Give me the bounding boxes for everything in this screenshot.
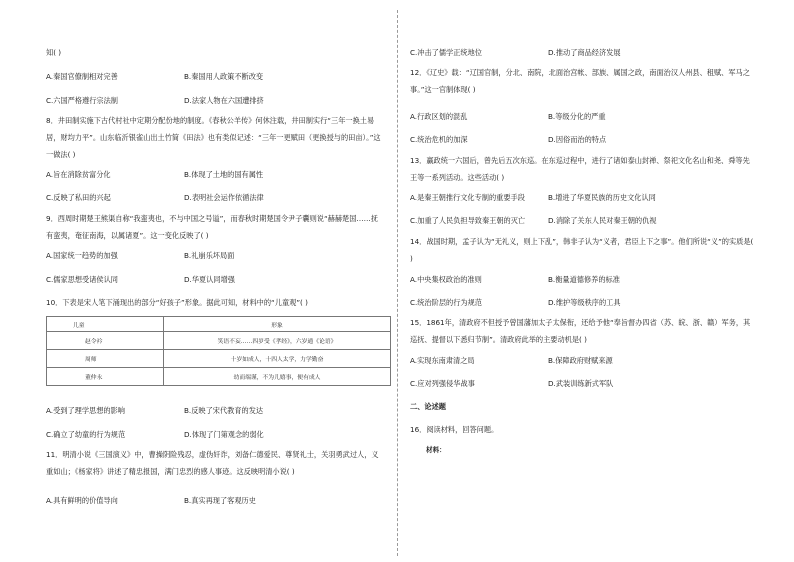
q12-option-a: A.行政区划的混乱 bbox=[410, 112, 468, 121]
q13-option-d: D.消除了关东人民对秦王朝的仇视 bbox=[548, 216, 657, 225]
q12-option-c: C.统治危机的加深 bbox=[410, 135, 468, 144]
q11-option-c: C.冲击了儒学正统地位 bbox=[410, 48, 482, 57]
q13-option-a: A.是秦王朝推行文化专制的重要手段 bbox=[410, 193, 525, 202]
q12-option-b: B.等级分化的严重 bbox=[548, 112, 606, 121]
q10-option-d: D.体现了门第观念的弱化 bbox=[184, 430, 264, 439]
q9-option-b: B.礼崩乐坏局面 bbox=[184, 251, 235, 260]
q15-option-b: B.保障政府财赋来源 bbox=[548, 356, 613, 365]
q9-option-c: C.儒家思想受诸侯认同 bbox=[46, 275, 118, 284]
q11-stem: 11．明清小说《三国演义》中，曹操阴险残忍，虚伪奸诈，刘备仁德爱民、尊贤礼士，关羽勇武过人，义重如山；《杨家将》讲述了精忠报国，满门忠烈的感人事迹。这反映明清小说( ) bbox=[46, 450, 379, 476]
q15-option-a: A.实现东南肃清之局 bbox=[410, 356, 475, 365]
table-row bbox=[47, 332, 391, 350]
q10-stem: 10．下表是宋人笔下涌现出的部分“好孩子”形象。据此可知，材料中的“儿童观”( ) bbox=[46, 298, 308, 307]
q15-option-c: C.应对列强侵华战事 bbox=[410, 379, 475, 388]
table-cell-desc: 笑语不妄……四岁受《孝经》，六岁通《论语》 bbox=[164, 332, 391, 350]
left-column bbox=[0, 0, 396, 562]
table-cell-desc: 十岁如成人，十四人太学，力学勤奋 bbox=[164, 350, 391, 368]
children-image-table bbox=[46, 316, 391, 386]
q16-stem: 16．阅读材料，回答问题。 bbox=[410, 425, 499, 434]
table-cell-name: 赵令衿 bbox=[47, 332, 164, 350]
q8-stem: 8．井田制实施下古代村社中定期分配份地的制度。《春秋公羊传》何休注载，井田制实行“三年一换土易居，财均力平”。山东临沂银雀山出土竹简《田法》也有类似记述：“三年一更赋田（更换授与的田亩）。”这一做法( ) bbox=[46, 116, 381, 159]
q13-stem: 13．赢政统一六国后，曾先后五次东巡。在东巡过程中，进行了诸如泰山封禅、祭祀文化名山和尧、舜等先王等一系列活动。这些活动( ) bbox=[410, 156, 750, 182]
q9-option-a: A.国家统一趋势的加强 bbox=[46, 251, 118, 260]
q7-option-d: D.法家人物在六国遭排挤 bbox=[184, 96, 264, 105]
q9-stem: 9．西周时期楚王熊渠自称“我蛮夷也，不与中国之号谥”，而春秋时期楚国令尹子囊则说“赫赫楚国……抚有蛮夷，奄征南海，以属诸夏”。这一变化反映了( ) bbox=[46, 214, 378, 240]
q15-stem: 15．1861年，清政府不但授予曾国藩加太子太保衔，还给予他“奉旨督办四省（苏、皖、浙、赣）军务，其巡抚、提督以下悉归节制”。清政府此举的主要动机是( ) bbox=[410, 318, 751, 344]
q15-option-d: D.武装训练新式军队 bbox=[548, 379, 614, 388]
right-column bbox=[398, 0, 794, 562]
q11-option-d: D.推动了商品经济发展 bbox=[548, 48, 621, 57]
table-header-child: 儿童 bbox=[47, 317, 164, 332]
q8-option-b: B.体现了土地的国有属性 bbox=[184, 170, 264, 179]
section-heading: 二、论述题 bbox=[410, 402, 446, 411]
table-cell-name: 董仲永 bbox=[47, 368, 164, 386]
material-label: 材料： bbox=[426, 446, 446, 454]
q7-tail: 知( ) bbox=[46, 48, 62, 57]
q11-option-b: B.真实再现了客观历史 bbox=[184, 496, 256, 505]
q14-option-b: B.衡量道德修养的标准 bbox=[548, 275, 620, 284]
q9-option-d: D.华夏认同增强 bbox=[184, 275, 235, 284]
q10-option-c: C.确立了幼童的行为规范 bbox=[46, 430, 126, 439]
q14-option-d: D.维护等级秩序的工具 bbox=[548, 298, 621, 307]
q12-stem: 12．《辽史》载：“辽国官制，分北、南院，北面治宫帐、部族、属国之政，南面治汉人州县、租赋、军马之事。”这一官制体现( ) bbox=[410, 68, 750, 94]
table-header-row bbox=[47, 317, 391, 332]
q14-option-a: A.中央集权政治的准则 bbox=[410, 275, 482, 284]
q14-option-c: C.统治阶层的行为规范 bbox=[410, 298, 482, 307]
q10-option-b: B.反映了宋代教育的发达 bbox=[184, 406, 264, 415]
q14-stem: 14．战国时期，孟子认为“无礼义，则上下乱”，韩非子认为“义者，君臣上下之事”。他们所说“义”的实质是( ) bbox=[410, 237, 754, 263]
q10-option-a: A.受到了理学思想的影响 bbox=[46, 406, 125, 415]
q11-option-a: A.具有鲜明的价值导向 bbox=[46, 496, 118, 505]
q8-option-c: C.反映了私田的兴起 bbox=[46, 193, 111, 202]
q7-option-c: C.六国严格遵行宗法制 bbox=[46, 96, 118, 105]
table-row bbox=[47, 350, 391, 368]
table-header-image: 形象 bbox=[164, 317, 391, 332]
q7-option-b: B.秦国用人政策不断改变 bbox=[184, 72, 264, 81]
q8-option-d: D.表明社会运作依循法律 bbox=[184, 193, 264, 202]
q8-option-a: A.旨在消除贫富分化 bbox=[46, 170, 111, 179]
table-cell-name: 周师 bbox=[47, 350, 164, 368]
q7-option-a: A.秦国官僚制相对完善 bbox=[46, 72, 118, 81]
q12-option-d: D.因俗而治的特点 bbox=[548, 135, 607, 144]
table-row bbox=[47, 368, 391, 386]
q13-option-b: B.增进了华夏民族的历史文化认同 bbox=[548, 193, 656, 202]
q13-option-c: C.加重了人民负担导致秦王朝的灭亡 bbox=[410, 216, 526, 225]
table-cell-desc: 幼而端谨，不为儿嬉事，便有成人 bbox=[164, 368, 391, 386]
